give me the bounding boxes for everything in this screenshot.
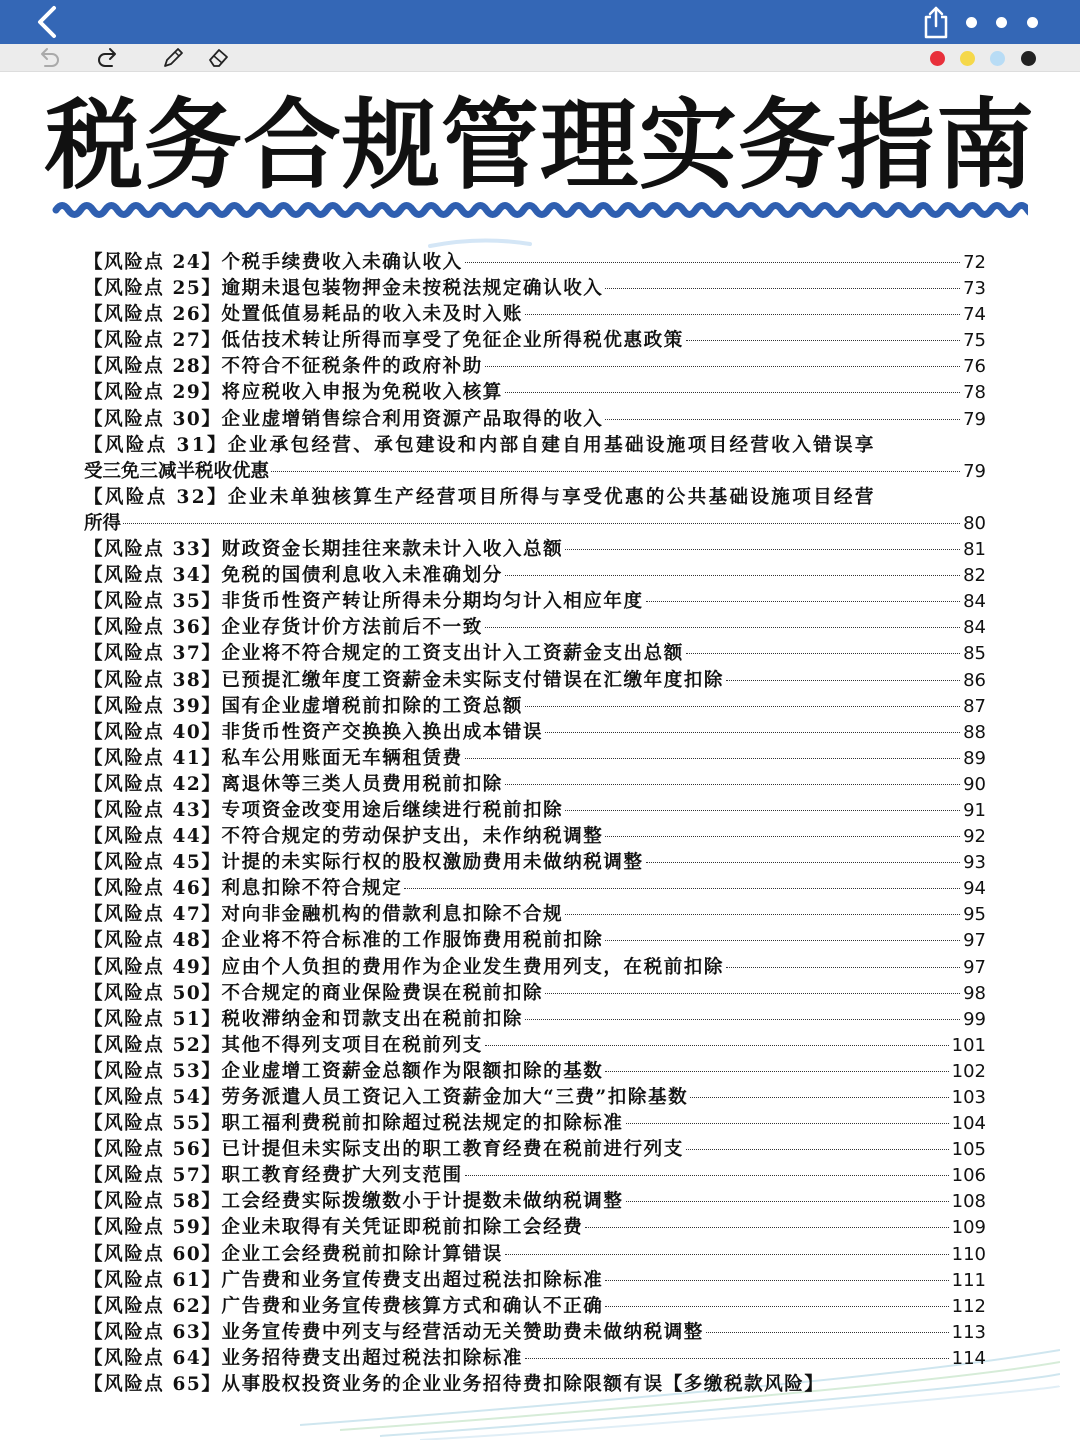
toc-page-number: 97: [963, 956, 986, 978]
toc-page-number: 88: [963, 721, 986, 743]
toc-title: 企业未取得有关凭证即税前扣除工会经费: [221, 1217, 584, 1239]
dot-leader: [706, 1332, 949, 1333]
pen-icon[interactable]: [160, 46, 186, 70]
toc-entry-line: [84, 694, 986, 720]
toc-label: 【风险点 46】: [84, 878, 222, 900]
toc-entry[interactable]: [84, 615, 986, 641]
toc-entry[interactable]: [84, 1372, 986, 1398]
more-dot: [996, 17, 1007, 28]
toc-label: 【风险点 29】: [84, 382, 222, 404]
toc-title: 广告费和业务宣传费支出超过税法扣除标准: [221, 1269, 604, 1291]
toc-page-number: 89: [963, 747, 986, 769]
toc-label: 【风险点 57】: [84, 1165, 222, 1187]
toc-entry[interactable]: [84, 589, 986, 615]
toc-entry[interactable]: [84, 928, 986, 954]
toc-entry-line: [84, 563, 986, 589]
toc-entry-line: [84, 459, 986, 485]
dot-leader: [565, 549, 960, 550]
toc-label: 【风险点 24】: [84, 252, 222, 273]
toc-entry-line: [84, 328, 986, 354]
more-dot: [1027, 17, 1038, 28]
toc-entry[interactable]: [84, 485, 986, 537]
dot-leader: [605, 1071, 948, 1072]
toc-entry[interactable]: [84, 250, 986, 276]
toc-entry-line: [84, 1346, 986, 1372]
dot-leader: [485, 627, 960, 628]
toc-entry[interactable]: [84, 1268, 986, 1294]
toc-entry[interactable]: [84, 1189, 986, 1215]
toc-label: 【风险点 44】: [84, 826, 222, 848]
dot-leader: [605, 288, 960, 289]
toc-entry[interactable]: [84, 1085, 986, 1111]
more-dot: [966, 17, 977, 28]
toc-entry-line: [84, 1059, 986, 1085]
dot-leader: [485, 1045, 949, 1046]
toc-label: 【风险点 49】: [84, 956, 222, 978]
toc-label: 【风险点 42】: [84, 773, 222, 795]
dot-leader: [465, 262, 960, 263]
toc-title: 非货币性资产转让所得未分期均匀计入相应年度: [221, 591, 644, 613]
color-swatch-light-blue[interactable]: [990, 51, 1005, 66]
toc-title: 企业存货计价方法前后不一致: [221, 617, 483, 639]
toc-label: 【风险点 36】: [84, 617, 222, 639]
toc-label: 【风险点 41】: [84, 747, 222, 769]
toc-entry-line: [84, 876, 986, 902]
toc-page-number: 98: [963, 982, 986, 1004]
toc-title: 其他不得列支项目在税前列支: [221, 1034, 483, 1056]
toc-entry[interactable]: [84, 746, 986, 772]
more-dots-icon[interactable]: [960, 10, 1060, 34]
toc-entry-line: [84, 824, 986, 850]
toc-entry[interactable]: [84, 328, 986, 354]
dot-leader: [525, 1358, 949, 1359]
toc-label: 【风险点 51】: [84, 1008, 222, 1030]
toc-label: 【风险点 64】: [84, 1347, 222, 1369]
eraser-icon[interactable]: [206, 46, 232, 70]
toc-page-number: 108: [951, 1191, 986, 1213]
toc-entry-line: [84, 850, 986, 876]
dot-leader: [585, 1227, 948, 1228]
toc-entry-line: [84, 1137, 986, 1163]
toc-title: 私车公用账面无车辆租赁费: [221, 747, 463, 769]
toc-title: 工会经费实际拨缴数小于计提数未做纳税调整: [221, 1191, 624, 1213]
toc-entry-line: [84, 302, 986, 328]
toc-label: 【风险点 62】: [84, 1295, 222, 1317]
toc-title: 不符合规定的劳动保护支出，未作纳税调整: [221, 826, 604, 848]
toc-title: 低估技术转让所得而享受了免征企业所得税优惠政策: [221, 330, 684, 352]
toc-entry[interactable]: [84, 641, 986, 667]
dot-leader: [123, 523, 960, 524]
toc-page-number: 113: [951, 1321, 986, 1343]
toc-page-number: 86: [963, 669, 986, 691]
toc-label: 【风险点 63】: [84, 1321, 222, 1343]
dot-leader: [505, 784, 960, 785]
toc-title: 对向非金融机构的借款利息扣除不合规: [221, 904, 564, 926]
toc-entry-line: [84, 746, 986, 772]
toc-entry[interactable]: [84, 1137, 986, 1163]
dot-leader: [485, 366, 960, 367]
toc-label: 【风险点 43】: [84, 799, 222, 821]
redo-icon[interactable]: [95, 46, 121, 70]
toc-label: 【风险点 31】: [84, 434, 228, 456]
toc-entry[interactable]: [84, 876, 986, 902]
toc-entry-line: [84, 1320, 986, 1346]
toc-entry-line: [84, 407, 986, 433]
toc-entry-line: [84, 250, 986, 276]
toc-title: 个税手续费收入未确认收入: [221, 252, 463, 273]
dot-leader: [726, 967, 960, 968]
toc-label: 【风险点 61】: [84, 1269, 222, 1291]
toc-entry[interactable]: [84, 1007, 986, 1033]
dot-leader: [690, 1097, 948, 1098]
dot-leader: [726, 680, 960, 681]
toc-entry[interactable]: [84, 380, 986, 406]
toc-label: 【风险点 65】: [84, 1374, 222, 1396]
toc-entry-line: [84, 1215, 986, 1241]
dot-leader: [605, 1306, 948, 1307]
toc-entry[interactable]: [84, 981, 986, 1007]
toc-title: 广告费和业务宣传费核算方式和确认不正确: [221, 1295, 604, 1317]
toc-entry-line: [84, 1163, 986, 1189]
toc-entry-line: [84, 1268, 986, 1294]
toc-page-number: 102: [951, 1060, 986, 1082]
toc-entry[interactable]: [84, 1059, 986, 1085]
toc-page-number: 97: [963, 930, 986, 952]
toc-entry-line: [84, 720, 986, 746]
color-swatch-red[interactable]: [930, 51, 945, 66]
toc-page-number: 94: [963, 878, 986, 900]
toc-page-number: 85: [963, 643, 986, 665]
toc-title: 企业未单独核算生产经营项目所得与享受优惠的公共基础设施项目经营: [227, 486, 876, 508]
toc-title: 企业将不符合标准的工作服饰费用税前扣除: [221, 930, 604, 952]
toc-entry-line: [84, 1111, 986, 1137]
toc-page-number: 111: [951, 1269, 986, 1291]
toc-title: 非货币性资产交换换入换出成本错误: [221, 721, 544, 743]
toc-entry-line: [84, 772, 986, 798]
toc-entry-line: [84, 902, 986, 928]
toc-page-number: 76: [963, 356, 986, 378]
dot-leader: [505, 1254, 949, 1255]
toc-label: 【风险点 38】: [84, 669, 222, 691]
toc-label: 【风险点 34】: [84, 565, 222, 587]
table-of-contents: [84, 250, 986, 1398]
toc-entry-line: [84, 955, 986, 981]
toc-label: 【风险点 53】: [84, 1060, 222, 1082]
toc-entry[interactable]: [84, 407, 986, 433]
toc-entry-line: [84, 1033, 986, 1059]
toc-entry-line: [84, 641, 986, 667]
toc-label: 【风险点 45】: [84, 852, 222, 874]
toc-entry[interactable]: [84, 537, 986, 563]
toc-title: 处置低值易耗品的收入未及时入账: [221, 304, 524, 326]
toc-page-number: 90: [963, 773, 986, 795]
toc-title: 企业工会经费税前扣除计算错误: [221, 1243, 503, 1265]
toc-entry[interactable]: [84, 798, 986, 824]
toc-entry[interactable]: [84, 563, 986, 589]
toc-entry-line: [84, 276, 986, 302]
toc-page-number: 109: [951, 1217, 986, 1239]
toc-entry-line: [84, 1007, 986, 1033]
dot-leader: [686, 340, 960, 341]
toc-page-number: 105: [951, 1139, 986, 1161]
toc-entry[interactable]: [84, 772, 986, 798]
toc-page-number: 84: [963, 591, 986, 613]
toc-entry[interactable]: [84, 850, 986, 876]
toc-page-number: 75: [963, 330, 986, 352]
toc-page-number: 91: [963, 799, 986, 821]
toc-label: 【风险点 60】: [84, 1243, 222, 1265]
toc-entry-line: [84, 1189, 986, 1215]
dot-leader: [626, 1123, 949, 1124]
toc-entry-line: [84, 1085, 986, 1111]
dot-leader: [605, 940, 960, 941]
annotation-toolbar: [0, 44, 1080, 72]
share-icon[interactable]: [920, 4, 952, 40]
toc-title: 计提的未实际行权的股权激励费用未做纳税调整: [221, 852, 644, 874]
toc-entry-line: [84, 485, 986, 511]
toc-page-number: 92: [963, 826, 986, 848]
toc-title: 已预提汇缴年度工资薪金未实际支付错误在汇缴年度扣除: [221, 669, 725, 691]
toc-entry[interactable]: [84, 433, 986, 485]
toc-entry-line: [84, 511, 986, 537]
toc-entry-line: [84, 1294, 986, 1320]
toc-entry[interactable]: [84, 824, 986, 850]
toc-page-number: 78: [963, 382, 986, 404]
wave-underline: [52, 196, 1028, 224]
dot-leader: [626, 1201, 949, 1202]
toc-entry-line: [84, 668, 986, 694]
toc-entry-line: [84, 354, 986, 380]
toc-entry[interactable]: [84, 354, 986, 380]
dot-leader: [505, 575, 960, 576]
toc-title: 专项资金改变用途后继续进行税前扣除: [221, 799, 564, 821]
toc-label: 【风险点 47】: [84, 904, 222, 926]
toc-label: 【风险点 54】: [84, 1087, 222, 1108]
dot-leader: [565, 810, 960, 811]
toc-label: 【风险点 52】: [84, 1034, 222, 1056]
toc-page-number: 74: [963, 304, 986, 326]
toc-page-number: 114: [951, 1347, 986, 1369]
toc-entry[interactable]: [84, 1111, 986, 1137]
dot-leader: [686, 653, 960, 654]
toc-page-number: 93: [963, 852, 986, 874]
dot-leader: [565, 914, 960, 915]
dot-leader: [686, 1149, 949, 1150]
toc-page-number: 95: [963, 904, 986, 926]
toc-entry[interactable]: [84, 1242, 986, 1268]
toc-entry-line: [84, 615, 986, 641]
toc-label: 【风险点 28】: [84, 356, 222, 378]
dot-leader: [525, 1019, 960, 1020]
toc-entry[interactable]: [84, 955, 986, 981]
toc-entry-line: [84, 380, 986, 406]
toc-title: 不符合不征税条件的政府补助: [221, 356, 483, 378]
toc-title: 离退休等三类人员费用税前扣除: [221, 773, 503, 795]
toc-label: 【风险点 39】: [84, 695, 222, 717]
toc-entry[interactable]: [84, 902, 986, 928]
toc-title: 企业虚增销售综合利用资源产品取得的收入: [221, 408, 604, 430]
toc-entry[interactable]: [84, 276, 986, 302]
toc-title: 利息扣除不符合规定: [221, 878, 403, 900]
toc-entry-line: [84, 537, 986, 563]
toc-title: 逾期未退包装物押金未按税法规定确认收入: [221, 278, 604, 300]
toc-title: 不合规定的商业保险费误在税前扣除: [221, 982, 544, 1004]
toc-title: 将应税收入申报为免税收入核算: [221, 382, 503, 404]
dot-leader: [646, 862, 960, 863]
toc-title: 职工教育经费扩大列支范围: [221, 1165, 463, 1187]
toc-label: 【风险点 30】: [84, 408, 222, 430]
toc-title: 企业将不符合规定的工资支出计入工资薪金支出总额: [221, 643, 684, 665]
dot-leader: [525, 706, 960, 707]
toc-entry-line: [84, 928, 986, 954]
dot-leader: [404, 888, 960, 889]
toc-title: 业务招待费支出超过税法扣除标准: [221, 1347, 524, 1369]
toc-entry[interactable]: [84, 720, 986, 746]
toc-entry-line: [84, 798, 986, 824]
toc-title: 业务宣传费中列支与经营活动无关赞助费未做纳税调整: [221, 1321, 704, 1343]
toc-title: 税收滞纳金和罚款支出在税前扣除: [221, 1008, 524, 1030]
toc-label: 【风险点 26】: [84, 304, 222, 326]
toc-entry[interactable]: [84, 1033, 986, 1059]
toc-label: 【风险点 59】: [84, 1217, 222, 1239]
toc-page-number: 79: [963, 460, 986, 482]
toc-page-number: 110: [951, 1243, 986, 1265]
toc-page-number: 87: [963, 695, 986, 717]
toc-entry[interactable]: [84, 694, 986, 720]
dot-leader: [271, 471, 960, 472]
toc-label: 【风险点 55】: [84, 1113, 222, 1135]
toc-page-number: 103: [951, 1087, 986, 1108]
decorative-stroke: [420, 236, 540, 250]
toc-label: 【风险点 50】: [84, 982, 222, 1004]
toc-title-continued: 受三免三减半税收优惠: [84, 460, 270, 482]
toc-title: 应由个人负担的费用作为企业发生费用列支，在税前扣除: [221, 956, 725, 978]
toc-title: 已计提但未实际支出的职工教育经费在税前进行列支: [221, 1139, 684, 1161]
color-swatch-black[interactable]: [1021, 51, 1036, 66]
toc-label: 【风险点 37】: [84, 643, 222, 665]
dot-leader: [545, 993, 960, 994]
toc-page-number: 79: [963, 408, 986, 430]
toc-page-number: 101: [951, 1034, 986, 1056]
toc-label: 【风险点 32】: [84, 486, 228, 508]
toc-page-number: 80: [963, 512, 986, 534]
toc-entry-line: [84, 1242, 986, 1268]
toc-title: 企业承包经营、承包建设和内部自建自用基础设施项目经营收入错误享: [227, 434, 876, 456]
toc-label: 【风险点 40】: [84, 721, 222, 743]
dot-leader: [545, 732, 960, 733]
toc-title: 企业虚增工资薪金总额作为限额扣除的基数: [221, 1060, 604, 1082]
toc-label: 【风险点 58】: [84, 1191, 222, 1213]
toc-title: 财政资金长期挂往来款未计入收入总额: [221, 539, 564, 561]
toc-entry[interactable]: [84, 1294, 986, 1320]
undo-icon[interactable]: [36, 46, 62, 70]
toc-entry-line: [84, 1372, 986, 1398]
toc-label: 【风险点 56】: [84, 1139, 222, 1161]
dot-leader: [465, 1175, 949, 1176]
toc-title: 免税的国债利息收入未准确划分: [221, 565, 503, 587]
toc-page-number: 82: [963, 565, 986, 587]
toc-title: 从事股权投资业务的企业业务招待费扣除限额有误【多缴税款风险】: [221, 1374, 825, 1396]
toc-page-number: 84: [963, 617, 986, 639]
toc-entry-line: [84, 433, 986, 459]
dot-leader: [605, 1280, 948, 1281]
toc-entry-line: [84, 981, 986, 1007]
toc-entry[interactable]: [84, 1346, 986, 1372]
toc-label: 【风险点 25】: [84, 278, 222, 300]
toc-page-number: 106: [951, 1165, 986, 1187]
toc-page-number: 72: [963, 252, 986, 273]
dot-leader: [505, 392, 960, 393]
toc-entry[interactable]: [84, 668, 986, 694]
dot-leader: [465, 758, 960, 759]
toc-page-number: 99: [963, 1008, 986, 1030]
toc-entry[interactable]: [84, 1320, 986, 1346]
toc-title: 劳务派遣人员工资记入工资薪金加大“三费”扣除基数: [221, 1087, 689, 1108]
dot-leader: [605, 836, 960, 837]
toc-page-number: 81: [963, 539, 986, 561]
toc-entry[interactable]: [84, 302, 986, 328]
top-app-bar: [0, 0, 1080, 44]
toc-title: 国有企业虚增税前扣除的工资总额: [221, 695, 524, 717]
chevron-left-icon[interactable]: [30, 2, 66, 42]
toc-title-continued: 所得: [84, 512, 122, 534]
toc-page-number: 73: [963, 278, 986, 300]
toc-entry-line: [84, 589, 986, 615]
dot-leader: [605, 419, 960, 420]
toc-title: 职工福利费税前扣除超过税法规定的扣除标准: [221, 1113, 624, 1135]
toc-entry[interactable]: [84, 1215, 986, 1241]
toc-page-number: 112: [951, 1295, 986, 1317]
toc-label: 【风险点 33】: [84, 539, 222, 561]
toc-label: 【风险点 27】: [84, 330, 222, 352]
page-title: 税务合规管理实务指南: [44, 89, 1035, 203]
dot-leader: [646, 601, 960, 602]
color-swatch-yellow[interactable]: [960, 51, 975, 66]
toc-label: 【风险点 35】: [84, 591, 222, 613]
toc-page-number: 104: [951, 1113, 986, 1135]
toc-label: 【风险点 48】: [84, 930, 222, 952]
toc-entry[interactable]: [84, 1163, 986, 1189]
dot-leader: [525, 314, 960, 315]
